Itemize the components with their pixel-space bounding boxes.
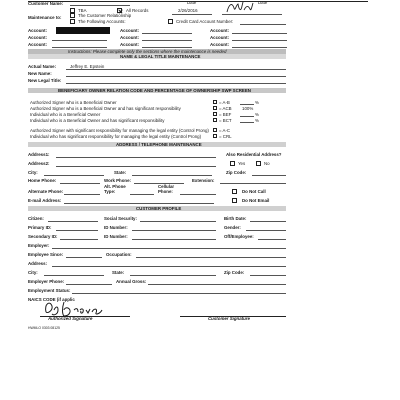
account-label-3a: Account:: [28, 42, 48, 47]
new-name-line: [66, 76, 286, 77]
code-acb: = ACB: [219, 106, 232, 111]
address2-label: Address2:: [28, 161, 50, 166]
pct-1: %: [255, 100, 259, 105]
date-line: [172, 14, 212, 15]
account-line-3c: [232, 47, 287, 48]
do-not-call-checkbox[interactable]: [232, 189, 237, 194]
customer-relationship-checkbox[interactable]: [70, 13, 75, 18]
code-ab-checkbox[interactable]: [213, 100, 217, 104]
id-number-line: [132, 230, 216, 231]
offemployee-line: [258, 239, 286, 240]
extension-line: [220, 183, 286, 184]
beneficial-row-3: Individual who is a Beneficial Owner: [30, 112, 101, 117]
new-legal-title-label: New Legal Title:: [28, 78, 62, 83]
beneficial-row-4: Individual who is a Beneficial Owner and has significant responsibility: [30, 118, 165, 123]
id-number2-label: ID Number:: [104, 234, 128, 239]
code-ac: = A-C: [219, 128, 231, 133]
code-bef: = BEF: [219, 112, 232, 117]
residential-yes-label: Yes: [238, 161, 246, 166]
actual-name-line: [66, 69, 286, 70]
employer-zip-line: [250, 275, 286, 276]
employer-address-line: [52, 266, 286, 267]
offemployee-label: Off/Employee:: [224, 234, 254, 239]
redacted-account: [56, 27, 110, 34]
account-label-1b: Account:: [120, 28, 140, 33]
new-name-label: New Name:: [28, 71, 52, 76]
do-not-email-label: Do Not Email: [242, 198, 270, 203]
employee-since-label: Employee Since:: [28, 252, 64, 257]
birth-date-label: Birth Date:: [224, 216, 247, 221]
zip-line: [252, 175, 286, 176]
address-band: [28, 142, 286, 147]
beneficial-row-5: Authorized Signer with significant responsibility for managing the legal entity (Control Prong): [30, 128, 209, 133]
primary-id-line: [56, 230, 98, 231]
gender-line: [246, 230, 286, 231]
account-label-2a: Account:: [28, 35, 48, 40]
account-label-3b: Account:: [120, 42, 140, 47]
annual-gross-line: [148, 284, 286, 285]
alt-phone-type-label: Alt. Phone Type:: [104, 184, 126, 194]
annual-gross-label: Annual Gross:: [116, 279, 147, 284]
employer-city-line: [44, 275, 104, 276]
beneficial-row-6: Individual who has significant responsibility for managing the legal entity (Control Prong): [30, 134, 202, 139]
account-label-1a: Account:: [28, 28, 48, 33]
city-label: City:: [28, 170, 38, 175]
address1-line: [56, 157, 216, 158]
state-line: [132, 175, 212, 176]
ssn-label: Social Security:: [104, 216, 137, 221]
customer-signature-label: Customer Signature: [208, 316, 250, 321]
code-bct: = BCT: [219, 118, 232, 123]
alternate-phone-label: Alternate Phone:: [28, 189, 64, 194]
secondary-id-label: Secondary ID:: [28, 234, 58, 239]
account-line-3a: [52, 47, 107, 48]
naics-label: NAICS CODE (if applic: [28, 297, 75, 302]
following-accounts-checkbox[interactable]: [70, 19, 75, 24]
profile-band: [28, 206, 286, 211]
code-crl-checkbox[interactable]: [213, 134, 217, 138]
maintenance-to-label: Maintenance to:: [28, 15, 62, 20]
citizen-label: Citizen:: [28, 216, 44, 221]
initials-line: [222, 14, 282, 15]
ssn-line: [140, 221, 216, 222]
profile-heading: CUSTOMER PROFILE: [136, 206, 182, 211]
employer-state-line: [130, 275, 216, 276]
employer-state-label: State:: [112, 270, 125, 275]
account-line-2a: [52, 40, 107, 41]
code-ab: = A-B: [219, 100, 230, 105]
residential-no-checkbox[interactable]: [256, 161, 261, 166]
employer-city-label: City:: [28, 270, 38, 275]
beneficial-band: [28, 88, 286, 93]
cellular-label: Cellular Phone:: [158, 184, 175, 194]
alt-phone-type-line: [130, 194, 154, 195]
customer-relationship-label: The Customer Relationship: [78, 13, 132, 18]
account-label-1c: Account:: [210, 28, 230, 33]
authorized-signature-label: Authorized Signature: [48, 316, 93, 321]
employer-zip-label: Zip Code:: [224, 270, 245, 275]
account-label-2c: Account:: [210, 35, 230, 40]
email-label: E-mail Address:: [28, 198, 62, 203]
cellular-line: [180, 194, 216, 195]
name-title-heading: NAME & LEGAL TITLE MAINTENANCE: [120, 54, 201, 59]
address-heading: ADDRESS / TELEPHONE MAINTENANCE: [116, 142, 202, 147]
occupation-label: Occupation:: [106, 252, 132, 257]
gender-label: Gender:: [224, 225, 241, 230]
code-bef-checkbox[interactable]: [213, 112, 217, 116]
secondary-id-line: [60, 239, 98, 240]
beneficial-heading: BENEFICIARY OWNER RELATION CODE AND PERCENTAGE OF OWNERSHIP SWP SCREEN: [58, 88, 251, 93]
employer-label: Employer:: [28, 243, 50, 248]
code-crl: = CRL: [219, 134, 232, 139]
date-caption-left: Date: [187, 0, 197, 5]
actual-name-value: Jeffrey E. Epstein: [70, 64, 105, 69]
pct-100: 100%: [242, 106, 254, 111]
citizen-line: [48, 221, 98, 222]
footer-code: HWMLO 0303 08125: [28, 326, 60, 330]
beneficial-row-2: Authorized Signer who is a Beneficial Owner and has significant responsibility: [30, 106, 181, 111]
work-phone-label: Work Phone:: [104, 178, 131, 183]
extension-label: Extension:: [192, 178, 215, 183]
residential-no-label: No: [264, 161, 270, 166]
credit-card-line: [240, 24, 286, 25]
email-line: [64, 203, 214, 204]
date-label: Date: [258, 0, 268, 5]
id-number2-line: [132, 239, 216, 240]
city-line: [44, 175, 104, 176]
employer-phone-label: Employer Phone:: [28, 279, 65, 284]
also-residential-label: Also Residential Address?: [226, 152, 282, 157]
following-accounts-label: The Following Accounts:: [78, 19, 126, 24]
address1-label: Address1:: [28, 152, 50, 157]
employee-since-line: [66, 257, 102, 258]
code-acb-checkbox[interactable]: [213, 106, 217, 110]
alternate-phone-line: [64, 194, 100, 195]
pct-line-3: [240, 116, 254, 117]
account-line-3b: [142, 47, 192, 48]
home-phone-label: Home Phone:: [28, 178, 57, 183]
do-not-call-label: Do Not Call: [242, 189, 266, 194]
account-line-2c: [232, 40, 287, 41]
account-line-1b: [142, 33, 192, 34]
name-title-band: [28, 54, 286, 59]
account-label-2b: Account:: [120, 35, 140, 40]
pct-4: %: [255, 118, 259, 123]
state-label: State:: [114, 170, 127, 175]
new-legal-title-line: [66, 83, 286, 84]
code-ac-checkbox[interactable]: [213, 128, 217, 132]
pct-3: %: [255, 112, 259, 117]
birth-date-line: [250, 221, 286, 222]
customer-name-label: Customer Name:: [28, 1, 64, 6]
account-line-1c: [232, 33, 287, 34]
employer-phone-line: [66, 284, 112, 285]
do-not-email-checkbox[interactable]: [232, 198, 237, 203]
all-records-label: All Records: [126, 8, 149, 13]
date-value: 2/26/2016: [178, 8, 198, 13]
employment-status-label: Employment Status:: [28, 288, 71, 293]
credit-card-checkbox[interactable]: [168, 19, 173, 24]
pct-line-4: [240, 122, 254, 123]
zip-label: Zip Code:: [226, 170, 247, 175]
occupation-line: [136, 257, 286, 258]
customer-name-line: [70, 5, 130, 6]
account-label-3c: Account:: [210, 42, 230, 47]
top-border-line: [28, 1, 368, 2]
tba-label: TBA: [78, 8, 87, 13]
pct-line-1: [240, 104, 254, 105]
address2-line: [56, 166, 216, 167]
code-bct-checkbox[interactable]: [213, 118, 217, 122]
home-phone-line: [60, 183, 100, 184]
beneficial-row-1: Authorized Signer who is a Beneficial Owner: [30, 100, 117, 105]
id-number-label: ID Number:: [104, 225, 128, 230]
primary-id-label: Primary ID:: [28, 225, 52, 230]
residential-yes-checkbox[interactable]: [230, 161, 235, 166]
instructions-text: Instructions: Please complete only the sections where the maintenance is needed: [68, 49, 227, 54]
employer-address-label: Address:: [28, 261, 48, 266]
credit-card-label: Credit Card Account Number:: [176, 19, 234, 24]
account-line-2b: [142, 40, 192, 41]
employment-status-line: [72, 293, 286, 294]
employer-line: [52, 248, 286, 249]
actual-name-label: Actual Name:: [28, 64, 57, 69]
